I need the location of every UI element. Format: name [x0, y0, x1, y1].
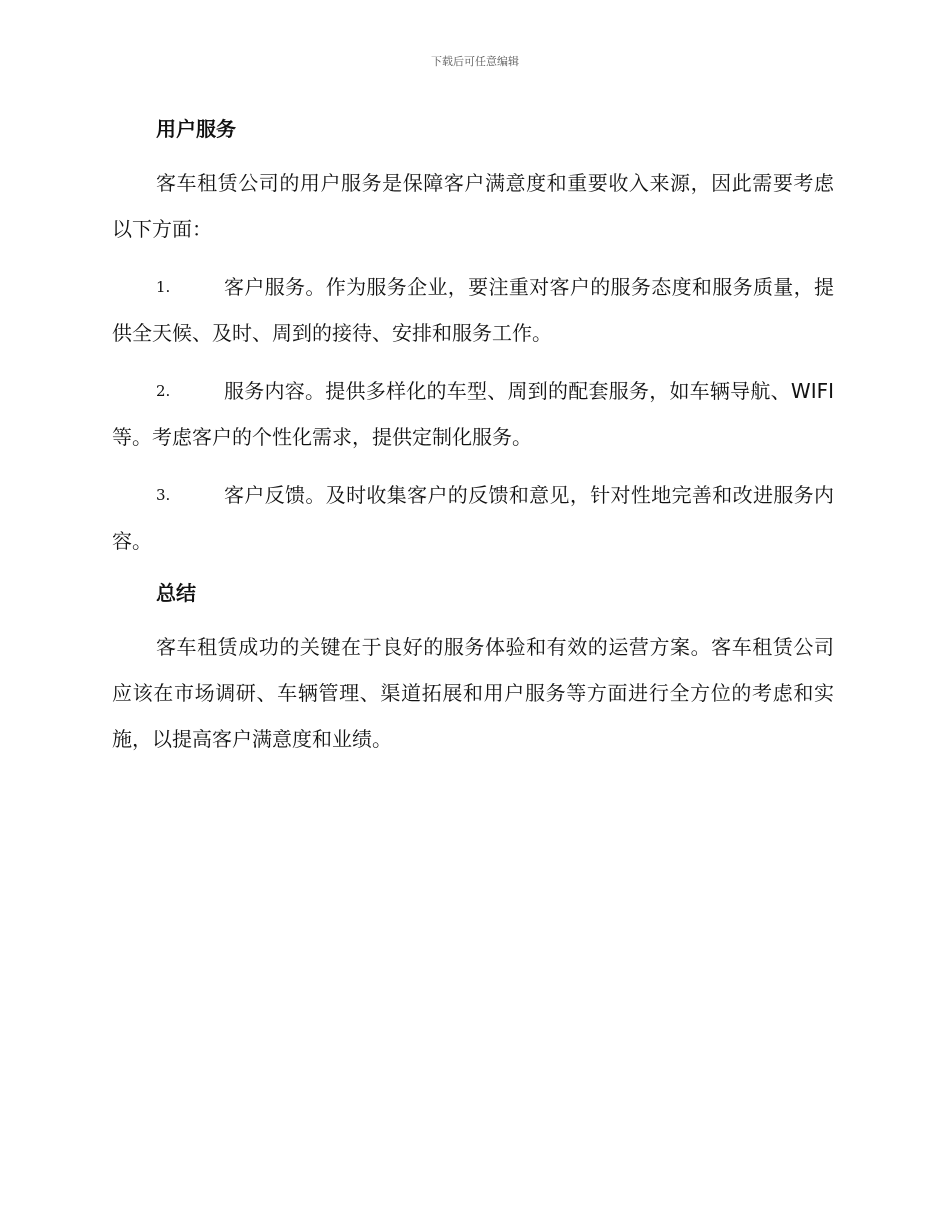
list-item — [112, 472, 834, 564]
section-title-summary: 总结 — [156, 581, 196, 605]
summary-body: 客车租赁成功的关键在于良好的服务体验和有效的运营方案。客车租赁公司应该在市场调研、车辆管理、渠道拓展和用户服务等方面进行全方位的考虑和实施，以提高客户满意度和业绩。 — [112, 635, 834, 751]
document-content — [112, 112, 834, 774]
list-item-number: 3. — [156, 486, 171, 504]
list-item-number: 1. — [156, 278, 171, 296]
header-note: 下载后可任意编辑 — [431, 55, 519, 68]
user-service-intro: 客车租赁公司的用户服务是保障客户满意度和重要收入来源，因此需要考虑以下方面： — [112, 171, 834, 241]
list-item-text: 客户反馈。及时收集客户的反馈和意见，针对性地完善和改进服务内容。 — [112, 483, 834, 553]
list-item-number: 2. — [156, 382, 171, 400]
list-item — [112, 368, 834, 460]
list-item-text: 服务内容。提供多样化的车型、周到的配套服务，如车辆导航、WIFI 等。考虑客户的个性化需求，提供定制化服务。 — [112, 379, 834, 449]
list-item — [112, 264, 834, 356]
list-item-text: 客户服务。作为服务企业，要注重对客户的服务态度和服务质量，提供全天候、及时、周到的接待、安排和服务工作。 — [112, 275, 834, 345]
section-title-user-service: 用户服务 — [156, 117, 236, 141]
